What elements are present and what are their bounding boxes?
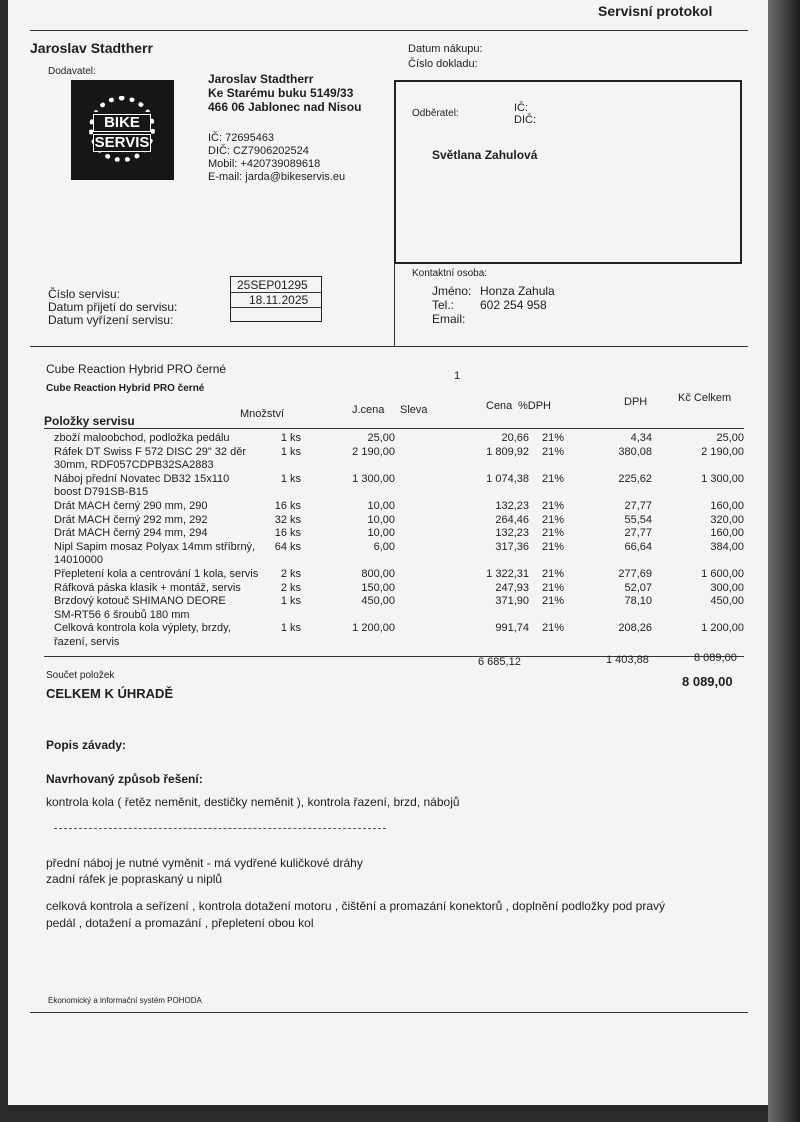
item-vat: 27,77 bbox=[624, 527, 652, 540]
item-vat: 380,08 bbox=[618, 445, 652, 458]
table-row bbox=[44, 459, 744, 473]
note-line-4: pedál , dotažení a promazání , přepletení obou kol bbox=[46, 916, 314, 930]
item-qty: 32 ks bbox=[274, 513, 301, 526]
table-row bbox=[44, 541, 744, 555]
contact-label: Kontaktní osoba: bbox=[412, 268, 488, 279]
service-number: 25SEP01295 bbox=[237, 278, 308, 292]
item-price: 1 809,92 bbox=[486, 445, 529, 458]
section-rule bbox=[30, 346, 748, 347]
item-vat: 55,54 bbox=[624, 513, 652, 526]
document-title: Servisní protokol bbox=[598, 3, 713, 19]
item-name: SM-RT56 6 šroubů 180 mm bbox=[54, 608, 190, 621]
item-unit-price: 10,00 bbox=[367, 500, 395, 512]
item-unit-price: 6,00 bbox=[373, 540, 395, 553]
table-row bbox=[44, 514, 744, 528]
contact-name: Honza Zahula bbox=[480, 284, 555, 298]
service-received-date: 18.11.2025 bbox=[249, 293, 309, 307]
item-total: 1 300,00 bbox=[701, 472, 744, 485]
footer-system: Ekonomický a informační systém POHODA bbox=[48, 996, 202, 1005]
contact-values bbox=[480, 284, 555, 312]
bike-servis-logo bbox=[71, 80, 174, 180]
service-done-label: Datum vyřízení servisu: bbox=[48, 313, 174, 327]
item-vat: 208,26 bbox=[618, 622, 652, 635]
supplier-contacts bbox=[208, 132, 345, 184]
item-unit-price: 10,00 bbox=[367, 513, 395, 526]
item-total: 1 200,00 bbox=[701, 622, 744, 635]
item-price: 132,23 bbox=[495, 500, 529, 512]
supplier-street: Ke Starému buku 5149/33 bbox=[208, 86, 354, 100]
header-price: Cena bbox=[486, 400, 513, 412]
item-vat-pct: 21% bbox=[541, 568, 564, 580]
item-unit-price: 1 200,00 bbox=[352, 622, 395, 635]
table-row bbox=[44, 568, 744, 582]
service-dates-box bbox=[230, 276, 322, 322]
purchase-doc-label: Číslo dokladu: bbox=[408, 58, 478, 70]
item-total: 1 600,00 bbox=[701, 568, 744, 580]
table-row bbox=[44, 500, 744, 514]
item-total: 160,00 bbox=[710, 500, 744, 512]
item-name: Brzdový kotouč SHIMANO DEORE bbox=[54, 595, 226, 608]
item-vat: 277,69 bbox=[618, 568, 652, 580]
item-name: 14010000 bbox=[54, 554, 103, 567]
item-vat-pct: 21% bbox=[541, 622, 564, 635]
item-vat-pct: 21% bbox=[541, 500, 564, 512]
header-unit-price: J.cena bbox=[352, 404, 385, 416]
service-received-label: Datum přijetí do servisu: bbox=[48, 300, 178, 314]
supplier-heading-name: Jaroslav Stadtherr bbox=[30, 40, 153, 56]
table-row bbox=[44, 486, 744, 500]
item-qty: 2 ks bbox=[280, 568, 301, 580]
supplier-city: 466 06 Jablonec nad Nisou bbox=[208, 100, 362, 114]
item-name: Ráfek DT Swiss F 572 DISC 29" 32 děr bbox=[54, 445, 247, 458]
item-name: Ráfková páska klasik + montáž, servis bbox=[54, 581, 241, 594]
item-vat-pct: 21% bbox=[541, 540, 564, 553]
dashed-separator bbox=[54, 828, 386, 829]
table-row bbox=[44, 636, 744, 650]
item-vat: 4,34 bbox=[630, 432, 652, 444]
header-qty: Množství bbox=[240, 408, 285, 420]
total-label: CELKEM K ÚHRADĚ bbox=[46, 686, 174, 701]
item-unit-price: 2 190,00 bbox=[352, 445, 395, 458]
item-qty: 1 ks bbox=[280, 622, 301, 635]
table-row bbox=[44, 609, 744, 623]
bike-name: Cube Reaction Hybrid PRO černé bbox=[46, 362, 227, 376]
total-value: 8 089,00 bbox=[682, 674, 733, 689]
item-name: řazení, servis bbox=[54, 636, 120, 648]
service-number-label: Číslo servisu: bbox=[48, 287, 121, 301]
supplier-dic: DIČ: CZ7906202524 bbox=[208, 145, 309, 157]
item-unit-price: 450,00 bbox=[361, 595, 395, 608]
item-qty: 1 ks bbox=[280, 432, 301, 444]
customer-ids: IČ: DIČ: bbox=[514, 102, 536, 126]
bottom-rule bbox=[30, 1012, 748, 1013]
item-total: 450,00 bbox=[710, 595, 744, 608]
customer-name: Světlana Zahulová bbox=[432, 148, 538, 162]
sum-vat: 1 403,88 bbox=[606, 654, 649, 666]
table-row bbox=[44, 473, 744, 487]
item-price: 20,66 bbox=[501, 432, 529, 444]
solution-text: kontrola kola ( řetěz neměnit, destičky neměnit ), kontrola řazení, brzd, nábojů bbox=[46, 795, 460, 809]
item-name: Náboj přední Novatec DB32 15x110 bbox=[54, 472, 230, 485]
table-row bbox=[44, 446, 744, 460]
supplier-address bbox=[208, 72, 361, 114]
item-name: 30mm, RDF057CDPB32SA2883 bbox=[54, 459, 214, 472]
supplier-ic: IČ: 72695463 bbox=[208, 132, 275, 144]
divider-vertical bbox=[394, 264, 395, 346]
item-vat-pct: 21% bbox=[541, 595, 564, 608]
item-price: 371,90 bbox=[495, 595, 529, 608]
supplier-name: Jaroslav Stadtherr bbox=[208, 72, 314, 86]
item-qty: 64 ks bbox=[274, 540, 301, 553]
table-row bbox=[44, 582, 744, 596]
table-row bbox=[44, 432, 744, 446]
bike-count: 1 bbox=[454, 370, 461, 382]
item-total: 384,00 bbox=[710, 540, 744, 553]
contact-tel: 602 254 958 bbox=[480, 298, 547, 312]
item-name: Drát MACH černý 290 mm, 290 bbox=[54, 500, 208, 512]
customer-label: Odběratel: bbox=[412, 108, 459, 119]
item-vat-pct: 21% bbox=[541, 472, 564, 485]
sum-total: 8 089,00 bbox=[694, 652, 737, 664]
header-vat: DPH bbox=[624, 396, 648, 408]
item-vat-pct: 21% bbox=[541, 527, 564, 540]
contact-labels: Jméno: Tel.: Email: bbox=[432, 284, 472, 326]
item-vat: 225,62 bbox=[618, 472, 652, 485]
solution-label: Navrhovaný způsob řešení: bbox=[46, 772, 203, 786]
service-protocol-page bbox=[8, 0, 768, 1105]
purchase-info bbox=[408, 42, 483, 72]
item-name: Drát MACH černý 292 mm, 292 bbox=[54, 513, 208, 526]
header-items: Položky servisu bbox=[44, 414, 135, 428]
item-price: 317,36 bbox=[495, 540, 529, 553]
table-header bbox=[44, 392, 744, 428]
item-vat-pct: 21% bbox=[541, 581, 564, 594]
supplier-email: E-mail: jarda@bikeservis.eu bbox=[208, 171, 346, 183]
table-row bbox=[44, 554, 744, 568]
item-vat: 52,07 bbox=[624, 581, 652, 594]
item-name: Nipl Sapim mosaz Polyax 14mm stříbrný, bbox=[54, 540, 256, 553]
notes-actions bbox=[46, 898, 665, 932]
item-qty: 16 ks bbox=[274, 500, 301, 512]
item-price: 991,74 bbox=[495, 622, 529, 635]
item-total: 320,00 bbox=[710, 513, 744, 526]
note-line-2: zadní ráfek je popraskaný u niplů bbox=[46, 872, 223, 886]
table-row bbox=[44, 622, 744, 636]
service-labels bbox=[48, 288, 177, 327]
item-price: 1 322,31 bbox=[486, 568, 529, 580]
item-qty: 1 ks bbox=[280, 472, 301, 485]
top-rule bbox=[30, 30, 748, 31]
header-total: Kč Celkem bbox=[678, 392, 732, 404]
supplier-label: Dodavatel: bbox=[48, 66, 96, 77]
header-discount: Sleva bbox=[400, 404, 428, 416]
item-total: 300,00 bbox=[710, 581, 744, 594]
item-qty: 16 ks bbox=[274, 527, 301, 540]
note-line-3: celková kontrola a seřízení , kontrola dotažení motoru , čištění a promazání konektorů , doplnění podložky pod pravý bbox=[46, 899, 666, 913]
sum-price: 6 685,12 bbox=[478, 656, 521, 668]
table-row bbox=[44, 595, 744, 609]
item-price: 264,46 bbox=[495, 513, 529, 526]
item-total: 160,00 bbox=[710, 527, 744, 540]
item-price: 247,93 bbox=[495, 581, 529, 594]
item-price: 1 074,38 bbox=[486, 472, 529, 485]
item-unit-price: 150,00 bbox=[361, 581, 395, 594]
item-vat: 27,77 bbox=[624, 500, 652, 512]
supplier-mobile: Mobil: +420739089618 bbox=[208, 158, 321, 170]
table-row bbox=[44, 527, 744, 541]
notes-findings bbox=[46, 855, 363, 887]
item-qty: 1 ks bbox=[280, 445, 301, 458]
item-name: Přepletení kola a centrování 1 kola, servis bbox=[54, 568, 259, 580]
sum-label: Součet položek bbox=[46, 670, 115, 681]
item-unit-price: 25,00 bbox=[367, 432, 395, 444]
item-vat-pct: 21% bbox=[541, 513, 564, 526]
item-unit-price: 1 300,00 bbox=[352, 472, 395, 485]
item-total: 2 190,00 bbox=[701, 445, 744, 458]
bike-name-bold: Cube Reaction Hybrid PRO černé bbox=[46, 383, 205, 394]
item-name: Drát MACH černý 294 mm, 294 bbox=[54, 527, 208, 540]
item-total: 25,00 bbox=[716, 432, 744, 444]
customer-box bbox=[394, 80, 742, 264]
item-vat: 78,10 bbox=[624, 595, 652, 608]
item-name: Celková kontrola kola výplety, brzdy, bbox=[54, 622, 231, 635]
page-shadow bbox=[768, 0, 800, 1122]
item-unit-price: 800,00 bbox=[361, 568, 395, 580]
item-unit-price: 10,00 bbox=[367, 527, 395, 540]
header-vat-pct: %DPH bbox=[518, 400, 552, 412]
item-name: zboží maloobchod, podložka pedálu bbox=[54, 432, 230, 444]
item-price: 132,23 bbox=[495, 527, 529, 540]
logo-text: BIKE SERVIS bbox=[94, 114, 150, 151]
item-name: boost D791SB-B15 bbox=[54, 486, 149, 499]
item-vat-pct: 21% bbox=[541, 445, 564, 458]
item-qty: 1 ks bbox=[280, 595, 301, 608]
item-vat: 66,64 bbox=[624, 540, 652, 553]
note-line-1: přední náboj je nutné vyměnit - má vydřené kuličkové dráhy bbox=[46, 856, 363, 870]
item-qty: 2 ks bbox=[280, 581, 301, 594]
item-vat-pct: 21% bbox=[541, 432, 564, 444]
purchase-date-label: Datum nákupu: bbox=[408, 43, 483, 55]
defect-label: Popis závady: bbox=[46, 738, 127, 752]
